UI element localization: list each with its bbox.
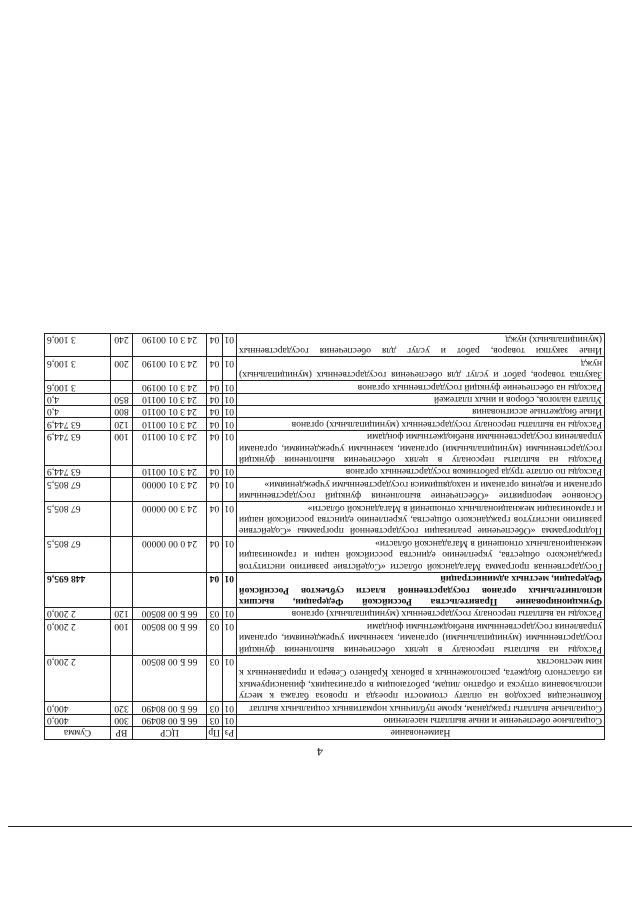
row-name: Расходы по оплате труда работников государственных органов (237, 466, 605, 478)
row-pr: 04 (207, 430, 223, 465)
table-row (45, 620, 605, 655)
row-name: Расходы на обеспечение функций государственных органов (237, 381, 605, 393)
row-csr: 24 3 00 00000 (133, 502, 207, 537)
table-row (45, 333, 605, 357)
row-rz: 01 (223, 430, 237, 465)
row-pr: 04 (207, 406, 223, 418)
header-csr: ЦСР (133, 727, 207, 740)
row-csr: 24 3 01 00110 (133, 430, 207, 465)
row-rz: 01 (223, 502, 237, 537)
row-pr: 03 (207, 620, 223, 655)
table-row (45, 393, 605, 405)
row-vr: 320 (111, 702, 133, 714)
row-rz: 01 (223, 381, 237, 393)
row-csr: 66 Б 00 80500 (133, 607, 207, 619)
row-sum: 3 100,6 (45, 357, 111, 381)
row-vr: 850 (111, 393, 133, 405)
row-pr: 04 (207, 466, 223, 478)
row-vr: 120 (111, 418, 133, 430)
row-csr: 24 3 01 00110 (133, 466, 207, 478)
table-row (45, 607, 605, 619)
row-vr (111, 478, 133, 502)
row-pr: 03 (207, 702, 223, 714)
row-csr: 24 3 01 00110 (133, 393, 207, 405)
row-rz: 01 (223, 572, 237, 607)
row-vr: 800 (111, 406, 133, 418)
row-sum: 63 744,9 (45, 466, 111, 478)
row-csr: 24 3 01 00110 (133, 418, 207, 430)
row-vr (111, 381, 133, 393)
row-pr: 04 (207, 418, 223, 430)
table-row (45, 357, 605, 381)
row-csr: 66 Б 00 80500 (133, 655, 207, 702)
row-rz: 01 (223, 478, 237, 502)
row-csr: 24 0 00 00000 (133, 537, 207, 572)
row-pr: 03 (207, 607, 223, 619)
table-header-row (45, 727, 605, 740)
row-sum: 400,0 (45, 702, 111, 714)
row-pr: 04 (207, 537, 223, 572)
row-vr: 240 (111, 333, 133, 357)
table-row (45, 537, 605, 572)
row-csr: 24 3 01 00190 (133, 381, 207, 393)
row-name: Уплата налогов, сборов и иных платежей (237, 393, 605, 405)
row-rz: 01 (223, 466, 237, 478)
row-name: Социальные выплаты гражданам, кроме публичных нормативных социальных выплат (237, 702, 605, 714)
row-name: Иные бюджетные ассигнования (237, 406, 605, 418)
row-name: Расходы на выплаты персоналу в целях обеспечения выполнения функций государственными (муниципальными) органами, казенными учреждениями, органами управления государственными внебюджетными фондами (237, 430, 605, 465)
row-rz: 01 (223, 714, 237, 726)
row-pr: 04 (207, 333, 223, 357)
row-vr (111, 537, 133, 572)
table-row (45, 466, 605, 478)
row-vr: 200 (111, 357, 133, 381)
row-csr: 24 3 01 00190 (133, 357, 207, 381)
row-sum: 3 100,6 (45, 333, 111, 357)
row-vr: 300 (111, 714, 133, 726)
header-sum: Сумма (45, 727, 111, 740)
row-csr: 66 Б 00 80490 (133, 714, 207, 726)
row-sum: 4,0 (45, 393, 111, 405)
table-row (45, 381, 605, 393)
row-sum: 4,0 (45, 406, 111, 418)
row-pr: 04 (207, 393, 223, 405)
row-rz: 01 (223, 655, 237, 702)
row-sum: 67 805,5 (45, 478, 111, 502)
row-sum: 2 200,0 (45, 607, 111, 619)
row-vr (111, 655, 133, 702)
table-row (45, 655, 605, 702)
row-name: Подпрограмма «Обеспечение реализации государственной программы «Содействие развитию институтов гражданского общества, укреплению единства российской нации и гармонизации межнациональных отношений в Магаданской области» (237, 502, 605, 537)
page-number: 4 (317, 745, 323, 759)
row-name: Социальное обеспечение и иные выплаты населению (237, 714, 605, 726)
row-sum: 67 805,5 (45, 537, 111, 572)
row-sum: 400,0 (45, 714, 111, 726)
header-pr: Пр (207, 727, 223, 740)
table-row (45, 430, 605, 465)
row-vr (111, 466, 133, 478)
table-body (45, 333, 605, 726)
row-rz: 01 (223, 406, 237, 418)
table-row (45, 502, 605, 537)
row-sum: 3 100,6 (45, 381, 111, 393)
row-name: Расходы на выплаты персоналу в целях обеспечения выполнения функций государственными (муниципальными) органами, казенными учреждениями, органами управления государственными внебюджетными фондами (237, 620, 605, 655)
row-pr: 03 (207, 655, 223, 702)
row-pr: 04 (207, 478, 223, 502)
row-vr (111, 572, 133, 607)
row-sum: 67 805,5 (45, 502, 111, 537)
row-rz: 01 (223, 620, 237, 655)
row-vr (111, 502, 133, 537)
row-sum: 63 744,9 (45, 430, 111, 465)
row-name: Закупка товаров, работ и услуг для обеспечения государственных (муниципальных) нужд (237, 357, 605, 381)
row-csr: 66 Б 00 80490 (133, 702, 207, 714)
row-csr (133, 572, 207, 607)
row-name: Расходы на выплаты персоналу государственных (муниципальных) органов (237, 418, 605, 430)
table-row (45, 714, 605, 726)
row-pr: 04 (207, 381, 223, 393)
row-pr: 04 (207, 357, 223, 381)
row-rz: 01 (223, 393, 237, 405)
header-vr: ВР (111, 727, 133, 740)
table-row (45, 702, 605, 714)
table-row (45, 572, 605, 607)
row-name: Иные закупки товаров, работ и услуг для обеспечения государственных (муниципальных) нужд (237, 333, 605, 357)
row-sum: 2 200,0 (45, 620, 111, 655)
row-pr: 04 (207, 572, 223, 607)
row-name: Государственная программа Магаданской области «Содействие развитию институтов гражданского общества, укреплению единства российской нации и гармонизации межнациональных отношений в Магаданской области» (237, 537, 605, 572)
header-rule (8, 826, 632, 827)
row-vr: 120 (111, 607, 133, 619)
header-rz: Рз (223, 727, 237, 740)
table-row (45, 418, 605, 430)
row-rz: 01 (223, 537, 237, 572)
table-row (45, 478, 605, 502)
row-vr: 100 (111, 620, 133, 655)
row-pr: 03 (207, 714, 223, 726)
row-name: Компенсация расходов на оплату стоимости проезда и провоза багажа к месту использования отпуска и обратно лицам, работающим в организациях, финансируемых из областного бюджета, расположенных в районах Крайнего Севера и приравненных к ним местностях (237, 655, 605, 702)
row-rz: 01 (223, 418, 237, 430)
row-csr: 66 Б 00 80500 (133, 620, 207, 655)
header-name: Наименование (237, 727, 605, 740)
row-rz: 01 (223, 333, 237, 357)
row-sum: 2 200,0 (45, 655, 111, 702)
row-sum: 63 744,9 (45, 418, 111, 430)
row-rz: 01 (223, 702, 237, 714)
row-rz: 01 (223, 607, 237, 619)
row-name: Расходы на выплаты персоналу государственных (муниципальных) органов (237, 607, 605, 619)
budget-table (44, 333, 605, 740)
row-rz: 01 (223, 357, 237, 381)
row-sum: 448 695,6 (45, 572, 111, 607)
row-vr: 100 (111, 430, 133, 465)
row-csr: 24 3 01 00190 (133, 333, 207, 357)
row-csr: 24 3 01 00000 (133, 478, 207, 502)
row-name: Функционирование Правительства Российской Федерации, высших исполнительных органов государственной власти субъектов Российской Федерации, местных администраций (237, 572, 605, 607)
row-pr: 04 (207, 502, 223, 537)
row-name: Основное мероприятие «Обеспечение выполнения функций государственными органами и ведения органами и находящимися государственными учреждениями» (237, 478, 605, 502)
row-csr: 24 3 01 00110 (133, 406, 207, 418)
table-row (45, 406, 605, 418)
